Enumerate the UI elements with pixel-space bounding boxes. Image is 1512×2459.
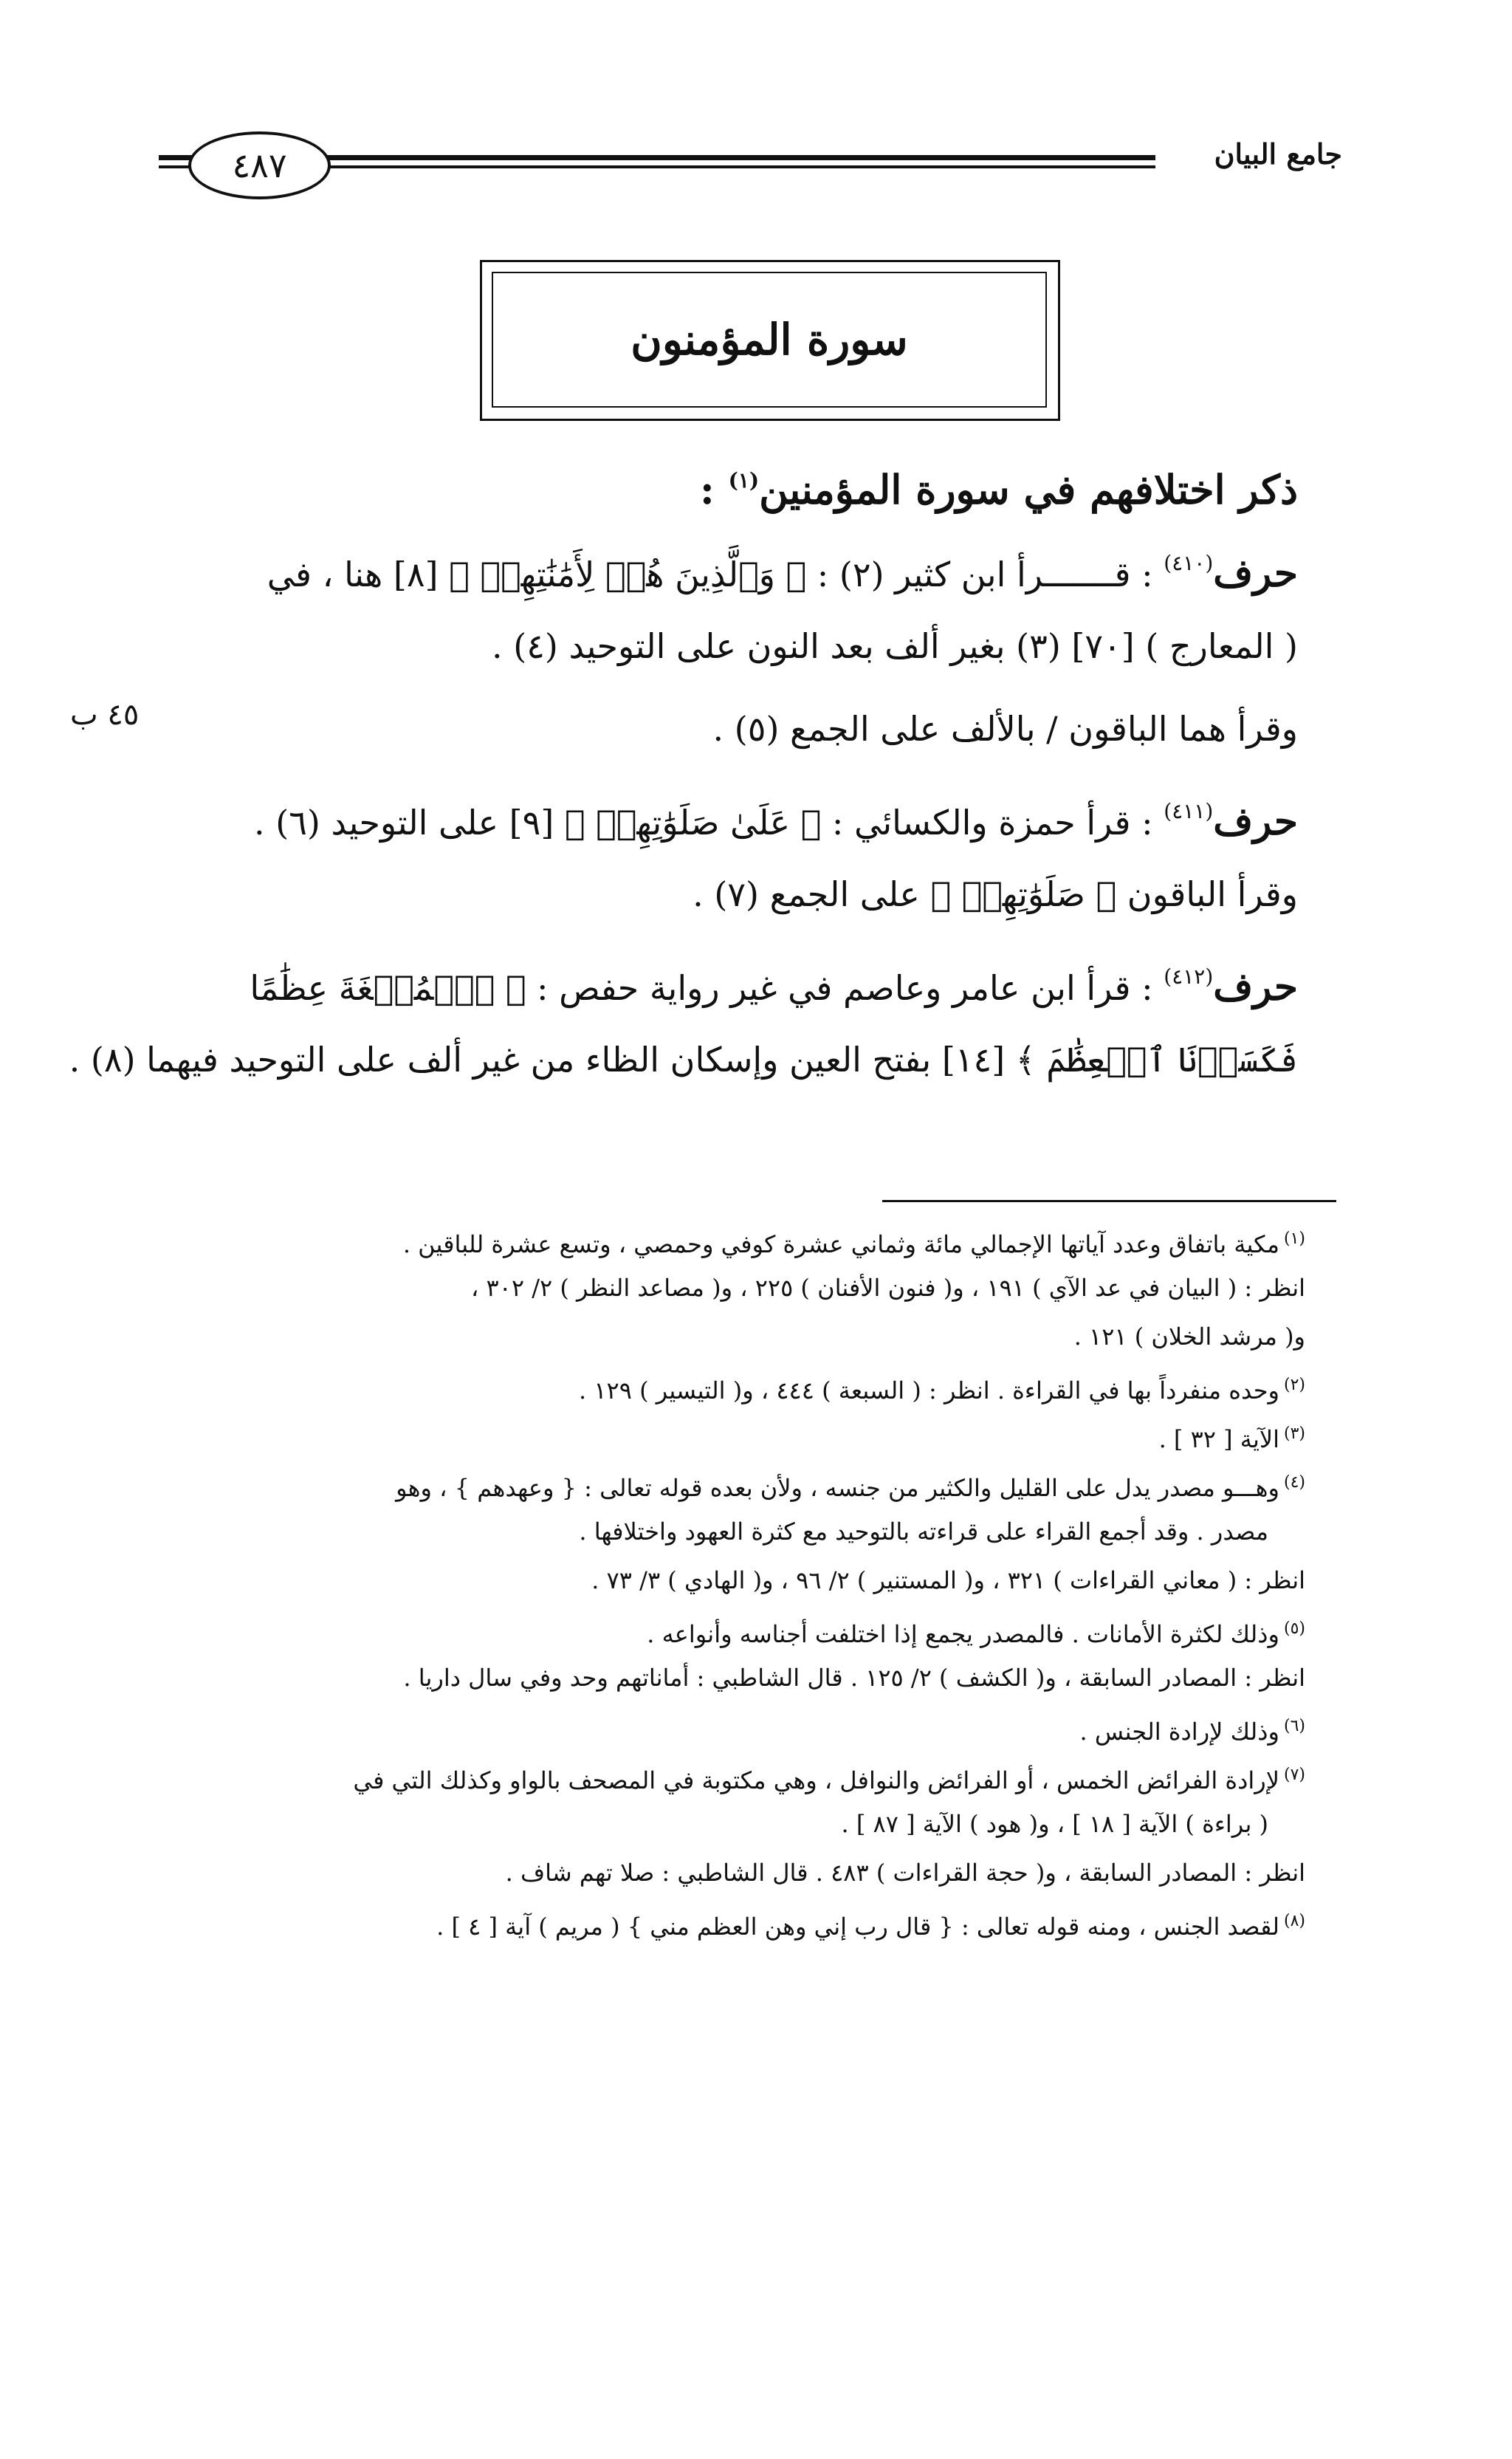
footnote-number: (٨) (1283, 1912, 1305, 1930)
footnote-line (168, 1361, 1305, 1410)
text-line-content: فَكَسَوۡنَا ٱلۡعِظَٰمَ ﴾ [١٤] بفتح العين وإسكان الظاء من غير ألف على التوحيد فيهما (٨) . (69, 1040, 1298, 1080)
footnote-text: وهـــو مصدر يدل على القليل والكثير من جنسه ، ولأن بعده قوله تعالى : { وعهدهم } ، وهو (396, 1474, 1279, 1502)
running-header-title: جامع البيان (1214, 137, 1342, 171)
footnote-line (168, 1458, 1305, 1507)
footnote-number: (٤) (1283, 1473, 1305, 1492)
page-number: ٤٨٧ (232, 145, 287, 185)
footnote-number: (٧) (1283, 1766, 1305, 1784)
footnote-text: ( براءة ) الآية [ ١٨ ] ، و( هود ) الآية [ ٨٧ ] . (841, 1810, 1268, 1838)
footnote-text: لإرادة الفرائض الخمس ، أو الفرائض والنوافل ، وهي مكتوبة في المصحف بالواو وكذلك التي في (353, 1766, 1279, 1794)
text-line (205, 936, 1298, 1018)
footnote-line (168, 1702, 1305, 1751)
section-heading-text: ذكر اختلافهم في سورة المؤمنين (759, 466, 1298, 513)
footnote-text: انظر : المصادر السابقة ، و( الكشف ) ٢/ ١٢٥ . قال الشاطبي : أماناتهم وحد وفي سال داريا . (403, 1664, 1305, 1692)
margin-folio-note: ٤٥ ب (70, 698, 140, 732)
text-line-content: وقرأ هما الباقون / بالألف على الجمع (٥) . (712, 709, 1298, 749)
harf-label: حرف (1213, 964, 1298, 1009)
harf-number: (٤١٠) (1164, 551, 1214, 575)
footnote-text: وذلك لإرادة الجنس . (1079, 1718, 1279, 1746)
text-line-content: : قـــــــرأ ابن كثير (٢) : ﴿ وَٱلَّذِينَ هُمۡ لِأَمَٰنَٰتِهِمۡ ﴾ [٨] هنا ، في (267, 555, 1153, 594)
footnote-text: مصدر . وقد أجمع القراء على قراءته بالتوحيد مع كثرة العهود واختلافها . (579, 1517, 1268, 1546)
footnote-number: (٥) (1283, 1619, 1305, 1638)
footnote-line (168, 1605, 1305, 1653)
footnote-line (168, 1263, 1305, 1312)
text-line-content: ( المعارج ) [٧٠] (٣) بغير ألف بعد النون على التوحيد (٤) . (492, 626, 1298, 666)
footnote-line (168, 1507, 1305, 1556)
footnote-line (168, 1556, 1305, 1605)
footnote-text: انظر : ( البيان في عد الآي ) ١٩١ ، و( فنون الأفنان ) ٢٢٥ ، و( مصاعد النظر ) ٢/ ٣٠٢ ، (470, 1274, 1305, 1302)
footnote-number: (٢) (1283, 1376, 1305, 1394)
footnotes (168, 1215, 1305, 1946)
text-line-content: وقرأ الباقون ﴿ صَلَوَٰتِهِمۡ ﴾ على الجمع (٧) . (693, 874, 1298, 914)
harf-number: (٤١٢) (1164, 964, 1214, 989)
footnote-separator (882, 1200, 1336, 1202)
section-heading-ref: (١) (728, 468, 760, 493)
footnote-text: انظر : المصادر السابقة ، و( حجة القراءات ) ٤٨٣ . قال الشاطبي : صلا تهم شاف . (505, 1859, 1305, 1887)
footnote-text: مكية باتفاق وعدد آياتها الإجمالي مائة وثماني عشرة كوفي وحمصي ، وتسع عشرة للباقين . (402, 1230, 1279, 1258)
text-line (205, 770, 1298, 853)
surah-title-frame-inner (492, 272, 1047, 408)
section-heading: ذكر اختلافهم في سورة المؤمنين$^{(١)}$ : (699, 466, 1298, 513)
footnote-text: لقصد الجنس ، ومنه قوله تعالى : { قال رب إني وهن العظم مني } ( مريم ) آية [ ٤ ] . (436, 1913, 1279, 1941)
footnote-line (168, 1215, 1305, 1263)
text-line (205, 522, 1298, 605)
footnote-text: وذلك لكثرة الأمانات . فالمصدر يجمع إذا اختلفت أجناسه وأنواعه . (647, 1620, 1279, 1648)
harf-number: (٤١١) (1164, 799, 1214, 823)
text-line (69, 1018, 1298, 1101)
footnote-number: (١) (1283, 1230, 1305, 1248)
footnote-text: انظر : ( معاني القراءات ) ٣٢١ ، و( المستنير ) ٢/ ٩٦ ، و( الهادي ) ٣/ ٧٣ . (591, 1566, 1305, 1594)
footnote-line (168, 1897, 1305, 1946)
text-line (205, 687, 1298, 770)
text-line (205, 605, 1298, 687)
harf-label: حرف (1213, 799, 1298, 844)
footnote-text: و( مرشد الخلان ) ١٢١ . (1073, 1323, 1305, 1351)
footnote-line (168, 1312, 1305, 1361)
text-line-content: : قرأ حمزة والكسائي : ﴿ عَلَىٰ صَلَوَٰتِهِمۡ ﴾ [٩] على التوحيد (٦) . (253, 803, 1153, 843)
footnote-number: (٣) (1283, 1424, 1305, 1443)
footnote-number: (٦) (1283, 1717, 1305, 1735)
page-number-oval (188, 131, 331, 199)
surah-title: سورة المؤمنون (630, 315, 908, 365)
footnote-line (168, 1653, 1305, 1702)
footnote-text: وحده منفرداً بها في القراءة . انظر : ( السبعة ) ٤٤٤ ، و( التيسير ) ١٢٩ . (579, 1376, 1279, 1405)
footnote-line (168, 1848, 1305, 1897)
text-line (205, 853, 1298, 936)
harf-label: حرف (1213, 551, 1298, 596)
footnote-line (168, 1410, 1305, 1458)
footnote-line (168, 1800, 1305, 1848)
footnote-text: الآية [ ٣٢ ] . (1158, 1425, 1279, 1453)
text-line-content: : قرأ ابن عامر وعاصم في غير رواية حفص : ﴿ ٱلۡمُضۡغَةَ عِظَٰمًا (250, 968, 1153, 1008)
footnote-line (168, 1751, 1305, 1800)
